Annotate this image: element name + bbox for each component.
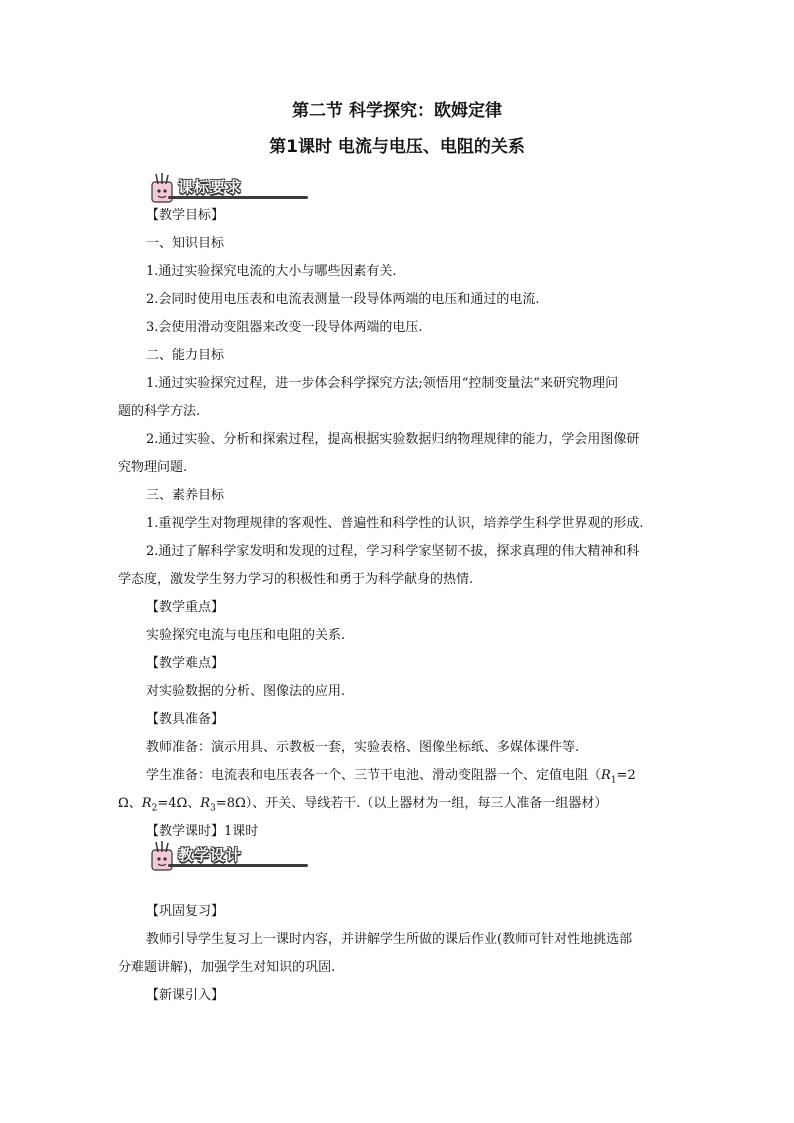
r2-value: =4Ω、 (157, 796, 201, 811)
prep-heading: 【教具准备】 (146, 712, 225, 727)
review-heading: 【巩固复习】 (146, 904, 225, 919)
r1-unit: Ω、 (118, 796, 142, 811)
r1-value: =2 (616, 768, 636, 783)
difficulty-text: 对实验数据的分析、图像法的应用. (146, 684, 346, 699)
r3-symbol: R (200, 796, 211, 811)
r2-subscript: 2 (151, 803, 158, 814)
r1-symbol: R (601, 768, 611, 783)
section-badge-kebiao (146, 172, 316, 208)
lesson-hours: 【教学课时】1课时 (146, 824, 259, 839)
knowledge-item-3: 3.会使用滑动变阻器来改变一段导体两端的电压. (146, 320, 423, 335)
key-heading: 【教学重点】 (146, 600, 225, 615)
quality-heading: 三、素养目标 (146, 488, 225, 503)
key-text: 实验探究电流与电压和电阻的关系. (146, 628, 346, 643)
review-line-1: 教师引导学生复习上一课时内容，并讲解学生所做的课后作业(教师可针对性地挑选部 (146, 932, 633, 947)
goal-heading: 【教学目标】 (146, 208, 225, 223)
student-prep-text: 学生准备：电流表和电压表各一个、三节干电池、滑动变阻器一个、定值电阻（ (146, 768, 602, 783)
difficulty-heading: 【教学难点】 (146, 656, 225, 671)
quality-item-2-line-2: 学态度，激发学生努力学习的积极性和勇于为科学献身的热情. (118, 572, 474, 587)
intro-heading: 【新课引入】 (146, 988, 225, 1003)
quality-item-2-line-1: 2.通过了解科学家发明和发现的过程，学习科学家坚韧不拔，探求真理的伟大精神和科 (146, 544, 640, 559)
r1-subscript: 1 (610, 775, 617, 786)
r3-subscript: 3 (210, 803, 216, 814)
ability-item-2-line-1: 2.通过实验、分析和探索过程，提高根据实验数据归纳物理规律的能力，学会用图像研 (146, 432, 640, 447)
review-line-2: 分难题讲解)，加强学生对知识的巩固. (118, 960, 336, 975)
pen-holder-icon (146, 172, 180, 206)
section-badge-jiaoxue (146, 840, 316, 876)
ability-item-1-line-1: 1.通过实验探究过程，进一步体会科学探究方法;领悟用“控制变量法”来研究物理问 (146, 376, 619, 391)
badge-label: 课标要求 (178, 178, 243, 196)
ability-item-2-line-2: 究物理问题. (118, 460, 188, 475)
lesson-title: 第1课时 电流与电压、电阻的关系 (269, 137, 525, 157)
knowledge-item-2: 2.会同时使用电压表和电流表测量一段导体两端的电压和通过的电流. (146, 292, 540, 307)
student-prep-line-2 (118, 796, 607, 817)
student-prep-line-1 (146, 768, 636, 789)
knowledge-item-1: 1.通过实验探究电流的大小与哪些因素有关. (146, 264, 397, 279)
section-title: 第二节 科学探究：欧姆定律 (292, 101, 502, 121)
knowledge-heading: 一、知识目标 (146, 236, 225, 251)
badge-label: 教学设计 (178, 846, 243, 864)
ability-item-1-line-2: 题的科学方法. (118, 404, 201, 419)
r3-value: =8Ω）、开关、导线若干.（以上器材为一组，每三人准备一组器材） (215, 796, 608, 811)
pen-holder-icon (146, 840, 180, 874)
r2-symbol: R (141, 796, 152, 811)
quality-item-1: 1.重视学生对物理规律的客观性、普遍性和科学性的认识，培养学生科学世界观的形成. (146, 516, 644, 531)
teacher-prep: 教师准备：演示用具、示教板一套，实验表格、图像坐标纸、多媒体课件等. (146, 740, 580, 755)
ability-heading: 二、能力目标 (146, 348, 225, 363)
